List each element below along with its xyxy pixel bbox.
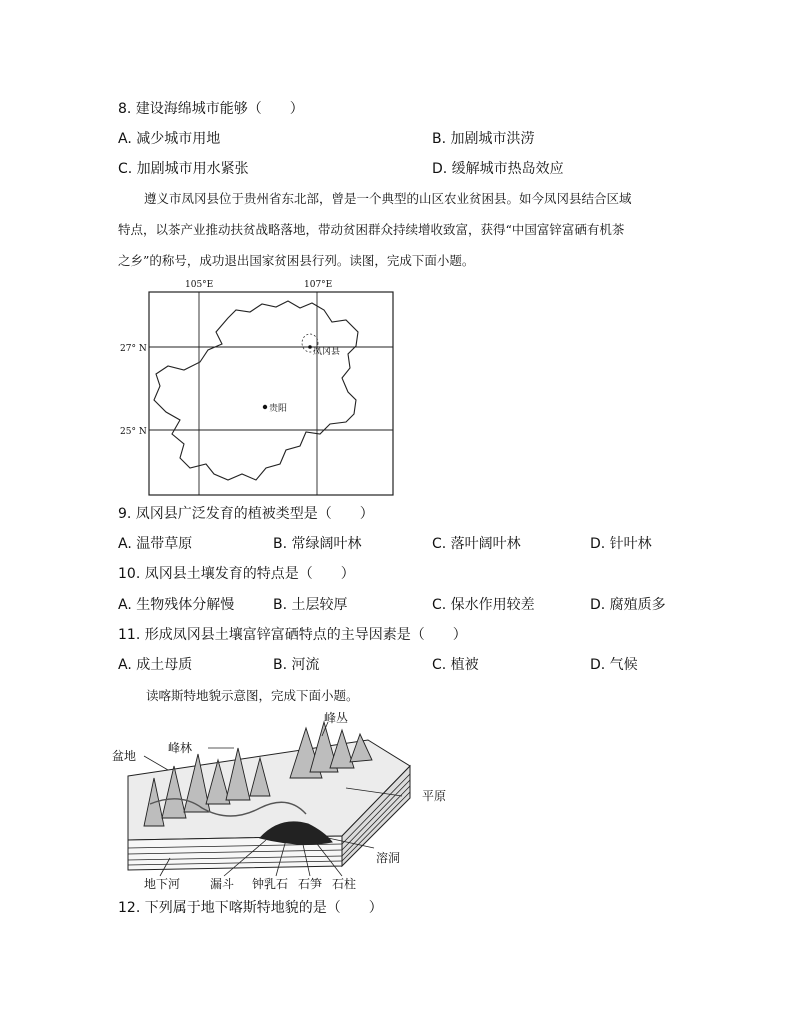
lat-25n-label: 25° N xyxy=(120,427,147,437)
label-peak-forest: 峰林 xyxy=(168,741,193,755)
karst-diagram xyxy=(110,708,470,896)
q8-option-a: A. 减少城市用地 xyxy=(118,131,221,147)
q9-option-b: B. 常绿阔叶林 xyxy=(273,536,362,552)
q9-stem: 9. 凤冈县广泛发育的植被类型是（ ） xyxy=(118,506,374,522)
fenggang-dot xyxy=(308,345,312,349)
q8-option-c: C. 加剧城市用水紧张 xyxy=(118,161,249,177)
fenggang-label: 凤冈县 xyxy=(313,347,341,357)
q9-option-d: D. 针叶林 xyxy=(590,536,652,552)
q8-option-d: D. 缓解城市热岛效应 xyxy=(432,161,564,177)
q9-option-c: C. 落叶阔叶林 xyxy=(432,536,521,552)
passage-line-3: 之乡”的称号，成功退出国家贫困县行列。读图，完成下面小题。 xyxy=(118,253,475,268)
label-stalactite: 钟乳石 xyxy=(252,877,289,891)
label-pillar: 石柱 xyxy=(332,877,357,891)
q11-option-c: C. 植被 xyxy=(432,657,479,673)
q8-stem: 8. 建设海绵城市能够（ ） xyxy=(118,101,304,117)
label-funnel: 漏斗 xyxy=(210,877,235,891)
map-frame xyxy=(149,292,393,495)
q9-option-a: A. 温带草原 xyxy=(118,536,193,552)
label-peak-cluster: 峰丛 xyxy=(324,711,349,725)
lat-27n-label: 27° N xyxy=(120,344,147,354)
q10-option-a: A. 生物残体分解慢 xyxy=(118,597,235,613)
passage-line-2: 特点，以茶产业推动扶贫战略落地，带动贫困群众持续增收致富，获得“中国富锌富硒有机茶 xyxy=(118,222,625,237)
label-underground-river: 地下河 xyxy=(144,877,181,891)
label-stalagmite: 石笋 xyxy=(298,877,323,891)
passage-line-1: 遵义市凤冈县位于贵州省东北部，曾是一个典型的山区农业贫困县。如今凤冈县结合区域 xyxy=(144,191,632,206)
q10-option-c: C. 保水作用较差 xyxy=(432,597,535,613)
q11-option-a: A. 成土母质 xyxy=(118,657,193,673)
guiyang-label: 贵阳 xyxy=(269,404,288,414)
q10-option-b: B. 土层较厚 xyxy=(273,597,348,613)
label-cave: 溶洞 xyxy=(376,851,401,865)
q11-option-b: B. 河流 xyxy=(273,657,320,673)
q12-stem: 12. 下列属于地下喀斯特地貌的是（ ） xyxy=(118,900,383,916)
guiyang-dot xyxy=(263,405,267,409)
q10-stem: 10. 凤冈县土壤发育的特点是（ ） xyxy=(118,566,355,582)
label-plain: 平原 xyxy=(422,789,447,803)
q11-option-d: D. 气候 xyxy=(590,657,638,673)
guizhou-outline xyxy=(154,301,358,480)
q8-option-b: B. 加剧城市洪涝 xyxy=(432,131,535,147)
passage-fenggang xyxy=(118,183,678,276)
q11-stem: 11. 形成凤冈县土壤富锌富硒特点的主导因素是（ ） xyxy=(118,627,467,643)
lon-107e-label: 107°E xyxy=(304,280,333,290)
lon-105e-label: 105°E xyxy=(185,280,214,290)
guizhou-map xyxy=(110,274,410,500)
label-basin: 盆地 xyxy=(112,749,137,763)
passage-karst: 读喀斯特地貌示意图，完成下面小题。 xyxy=(146,688,359,703)
q10-option-d: D. 腐殖质多 xyxy=(590,597,666,613)
